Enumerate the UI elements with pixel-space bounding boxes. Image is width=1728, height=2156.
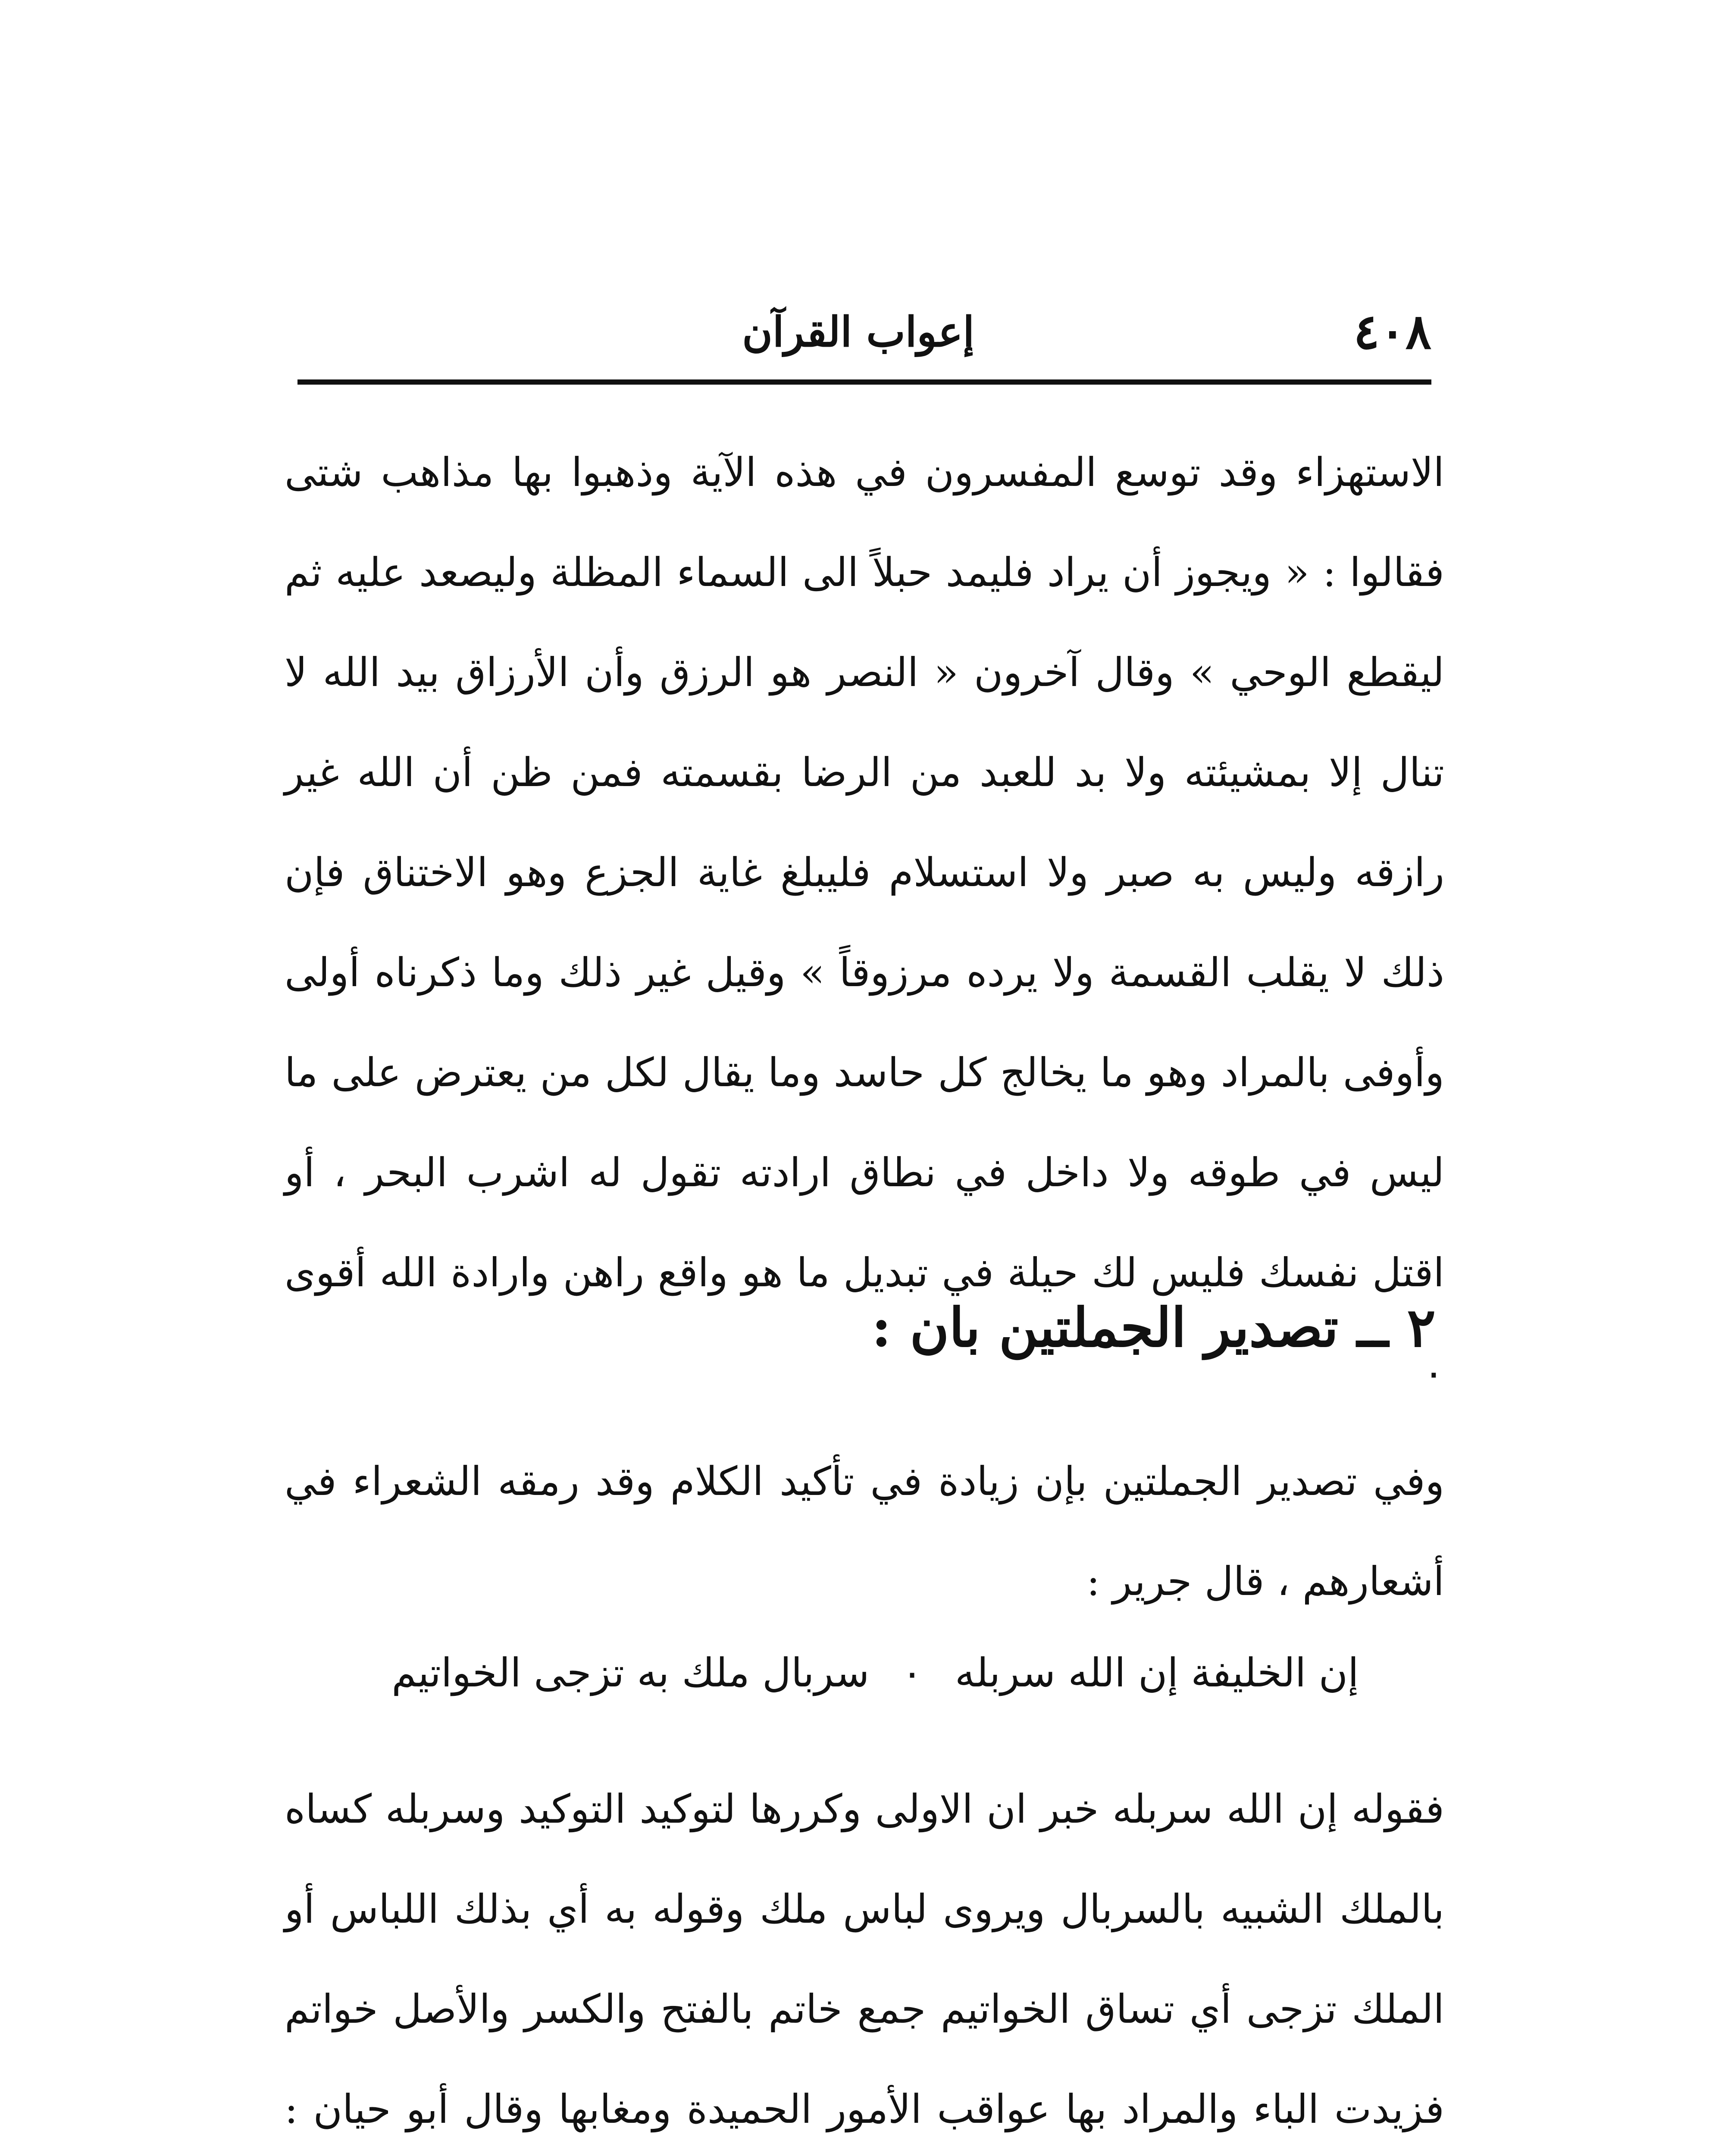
header-rule bbox=[297, 379, 1431, 385]
paragraph-3: فقوله إن الله سربله خبر ان الاولى وكررها لتوكيد التوكيد وسربله كساه بالملك الشبيه بالسربال ويروى لباس ملك وقوله به أي بذلك اللباس أو الملك تزجى أي تساق الخواتيم جمع خاتم بالفتح والكسر والأصل خواتم فزيدت الباء والمراد بها عواقب الأمور الحميدة ومغابها وقال أبو حيان : bbox=[285, 1786, 1444, 2132]
paragraph-2: وفي تصدير الجملتين بإن زيادة في تأكيد الكلام وقد رمقه الشعراء في أشعارهم ، قال جرير : bbox=[285, 1458, 1445, 1604]
page-number: ٤٠٨ bbox=[1353, 304, 1431, 360]
poem-verse bbox=[388, 1630, 1362, 1716]
poem-second-hemistich: سربال ملك به تزجى الخواتيم bbox=[391, 1650, 870, 1696]
poem-first-hemistich: إن الخليفة إن الله سربله bbox=[955, 1650, 1359, 1696]
page-header bbox=[297, 298, 1431, 367]
section-heading: ٢ ــ تصدير الجملتين بان : bbox=[871, 1297, 1436, 1359]
running-title: إعواب القرآن bbox=[742, 307, 974, 356]
poem-separator: ٠ bbox=[901, 1650, 923, 1696]
paragraph-1: الاستهزاء وقد توسع المفسرون في هذه الآية وذهبوا بها مذاهب شتى فقالوا : « ويجوز أن يراد فليمد حبلاً الى السماء المظلة وليصعد عليه ثم ليقطع الوحي » وقال آخرون « النصر هو الرزق وأن الأرزاق بيد الله لا تنال إلا بمشيئته ولا بد للعبد من الرضا بقسمته فمن ظن أن الله غير رازقه وليس به صبر ولا استسلام فليبلغ غاية الجزع وهو الاختناق فإن ذلك لا يقلب القسمة ولا يرده مرزوقاً » وقيل غير ذلك وما ذكرناه أولى وأوفى بالمراد وهو ما يخالج كل حاسد وما يقال لكل من يعترض على ما ليس في طوقه ولا داخل في نطاق ارادته تقول له اشرب البحر ، أو اقتل نفسك فليس لك حيلة في تبديل ما هو واقع راهن وارادة الله أقوى ٠ bbox=[285, 449, 1444, 1396]
